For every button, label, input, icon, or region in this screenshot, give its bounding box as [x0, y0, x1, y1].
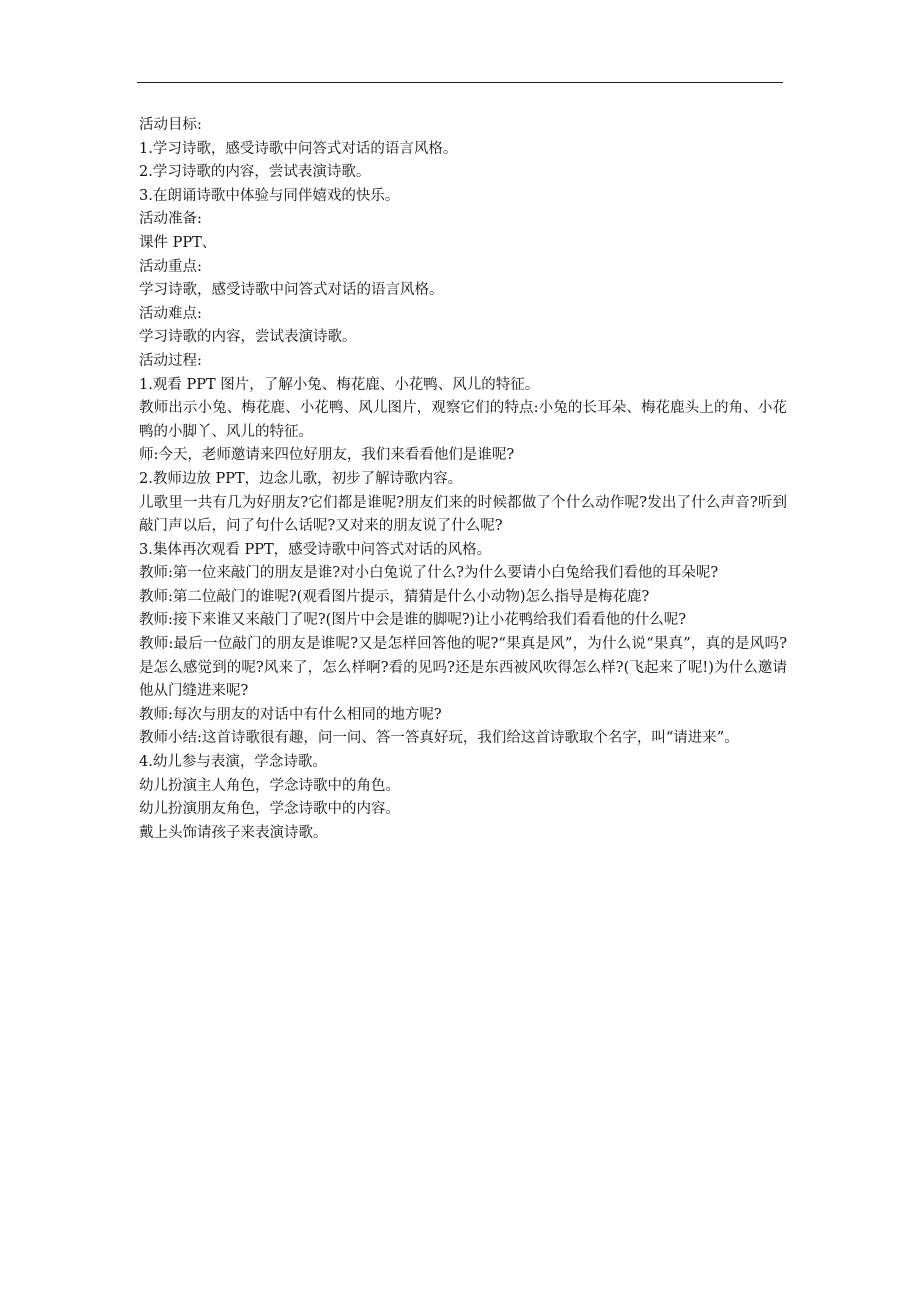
process-paragraph: 教师:接下来谁又来敲门了呢?(图片中会是谁的脚呢?)让小花鸭给我们看看他的什么呢?: [139, 612, 687, 629]
section-heading-difficulties: 活动难点:: [139, 305, 202, 322]
goal-item: 1.学习诗歌，感受诗歌中问答式对话的语言风格。: [139, 140, 458, 157]
process-step: 3.集体再次观看 PPT，感受诗歌中问答式对话的风格。: [139, 541, 492, 558]
document-body: [139, 114, 787, 845]
process-paragraph: 教师:第二位敲门的谁呢?(观看图片提示，猜猜是什么小动物)怎么指导是梅花鹿?: [139, 588, 650, 605]
process-paragraph: 教师小结:这首诗歌很有趣，问一问、答一答真好玩，我们给这首诗歌取个名字，叫“请进来”。: [139, 730, 739, 747]
process-paragraph: 幼儿扮演朋友角色，学念诗歌中的内容。: [139, 801, 400, 818]
section-heading-preparation: 活动准备:: [139, 211, 202, 228]
section-heading-process: 活动过程:: [139, 352, 202, 369]
preparation-text: 课件 PPT、: [139, 234, 217, 251]
difficulties-text: 学习诗歌的内容，尝试表演诗歌。: [139, 329, 357, 346]
header-rule: [137, 82, 783, 83]
process-paragraph: 师:今天，老师邀请来四位好朋友，我们来看看他们是谁呢?: [139, 447, 515, 464]
goal-item: 2.学习诗歌的内容，尝试表演诗歌。: [139, 164, 371, 181]
process-paragraph: 幼儿扮演主人角色，学念诗歌中的角色。: [139, 777, 400, 794]
process-step: 4.幼儿参与表演，学念诗歌。: [139, 754, 327, 771]
process-paragraph: 戴上头饰请孩子来表演诗歌。: [139, 824, 328, 841]
key-points-text: 学习诗歌，感受诗歌中问答式对话的语言风格。: [139, 282, 444, 299]
goal-item: 3.在朗诵诗歌中体验与同伴嬉戏的快乐。: [139, 187, 400, 204]
process-paragraph: 教师:每次与朋友的对话中有什么相同的地方呢?: [139, 706, 442, 723]
process-paragraph: 教师:第一位来敲门的朋友是谁?对小白兔说了什么?为什么要请小白兔给我们看他的耳朵呢?: [139, 565, 719, 582]
process-paragraph: 教师:最后一位敲门的朋友是谁呢?又是怎样回答他的呢?“果真是风”，为什么说“果真”，真的是风吗?是怎么感觉到的呢?风来了，怎么样啊?看的见吗?还是东西被风吹得怎么样?(飞起来了呢!)为什么邀请他从门缝进来呢?: [139, 636, 787, 700]
process-step: 1.观看 PPT 图片，了解小兔、梅花鹿、小花鸭、风儿的特征。: [139, 376, 540, 393]
process-step: 2.教师边放 PPT，边念儿歌，初步了解诗歌内容。: [139, 470, 463, 487]
process-paragraph: 儿歌里一共有几为好朋友?它们都是谁呢?朋友们来的时候都做了个什么动作呢?发出了什么声音?听到敲门声以后，问了句什么话呢?又对来的朋友说了什么呢?: [139, 494, 787, 535]
section-heading-key-points: 活动重点:: [139, 258, 202, 275]
section-heading-goals: 活动目标:: [139, 117, 202, 133]
process-paragraph: 教师出示小兔、梅花鹿、小花鸭、风儿图片，观察它们的特点:小兔的长耳朵、梅花鹿头上的角、小花鸭的小脚丫、风儿的特征。: [139, 400, 787, 440]
